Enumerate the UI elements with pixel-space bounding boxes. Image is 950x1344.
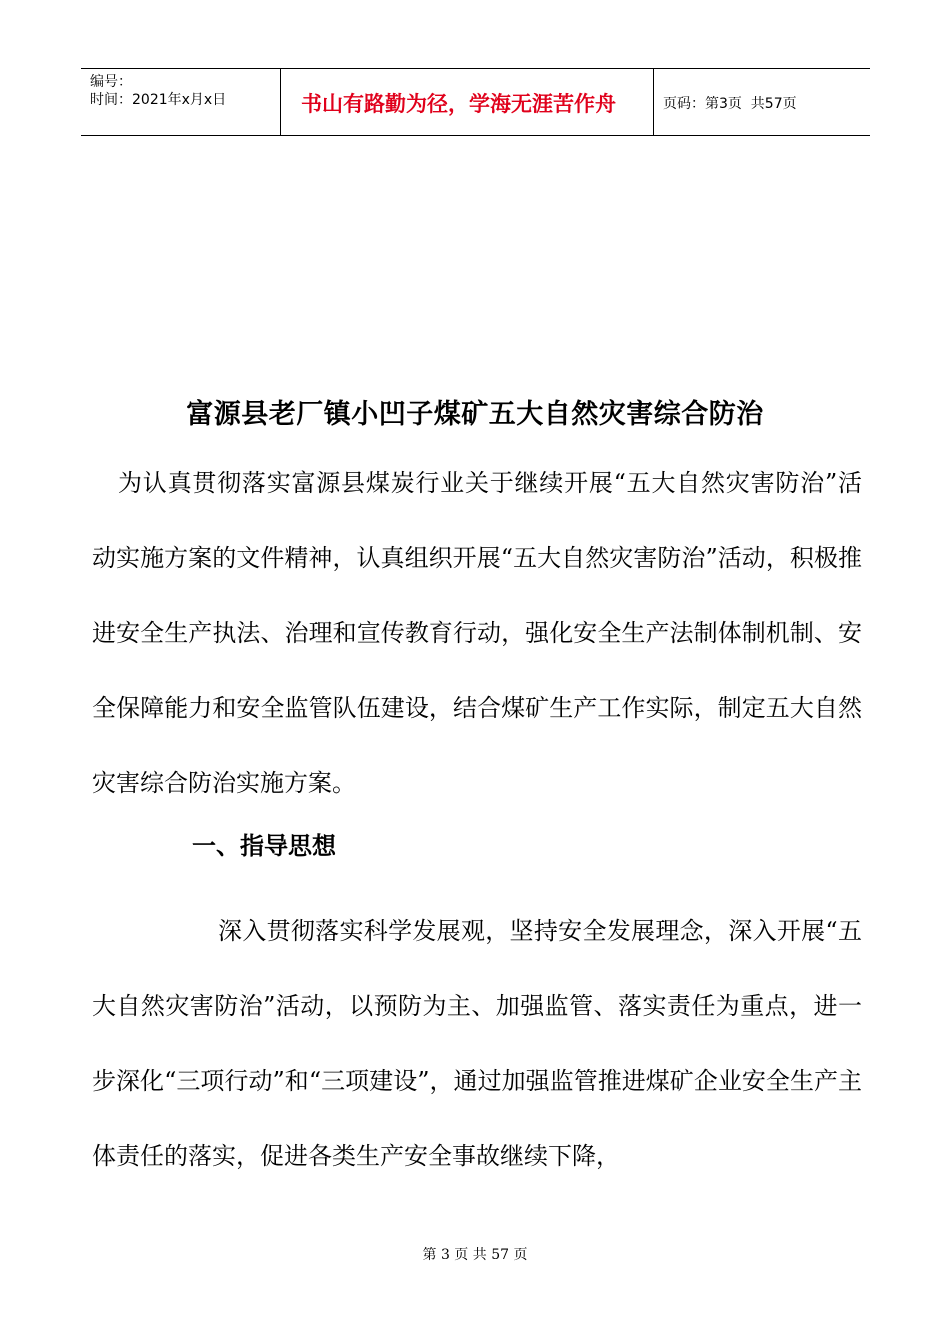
document-header <box>81 68 870 136</box>
guiding-thought-paragraph: 深入贯彻落实科学发展观，坚持安全发展理念，深入开展“五大自然灾害防治”活动，以预防为主、加强监管、落实责任为重点，进一步深化“三项行动”和“三项建设”，通过加强监管推进煤矿企业安全生产主体责任的落实，促进各类生产安全事故继续下降， <box>92 917 862 1170</box>
header-page-cell <box>654 69 870 135</box>
document-time: 时间：2021年x月x日 <box>90 92 227 108</box>
header-motto-cell <box>281 69 654 135</box>
intro-paragraph: 为认真贯彻落实富源县煤炭行业关于继续开展“五大自然灾害防治”活动实施方案的文件精神，认真组织开展“五大自然灾害防治”活动，积极推进安全生产执法、治理和宣传教育行动，强化安全生产法制体制机制、安全保障能力和安全监管队伍建设，结合煤矿生产工作实际，制定五大自然灾害综合防治实施方案。 <box>92 469 862 797</box>
header-motto: 书山有路勤为径，学海无涯苦作舟 <box>301 92 616 116</box>
page-footer: 第 3 页 共 57 页 <box>422 1247 528 1263</box>
document-number-label: 编号： <box>90 74 132 90</box>
section-heading-guiding-thought: 一、指导思想 <box>192 831 336 860</box>
header-page-info: 页码：第3页 共57页 <box>663 96 797 112</box>
header-meta-cell <box>81 69 281 135</box>
document-title: 富源县老厂镇小凹子煤矿五大自然灾害综合防治 <box>186 399 764 430</box>
